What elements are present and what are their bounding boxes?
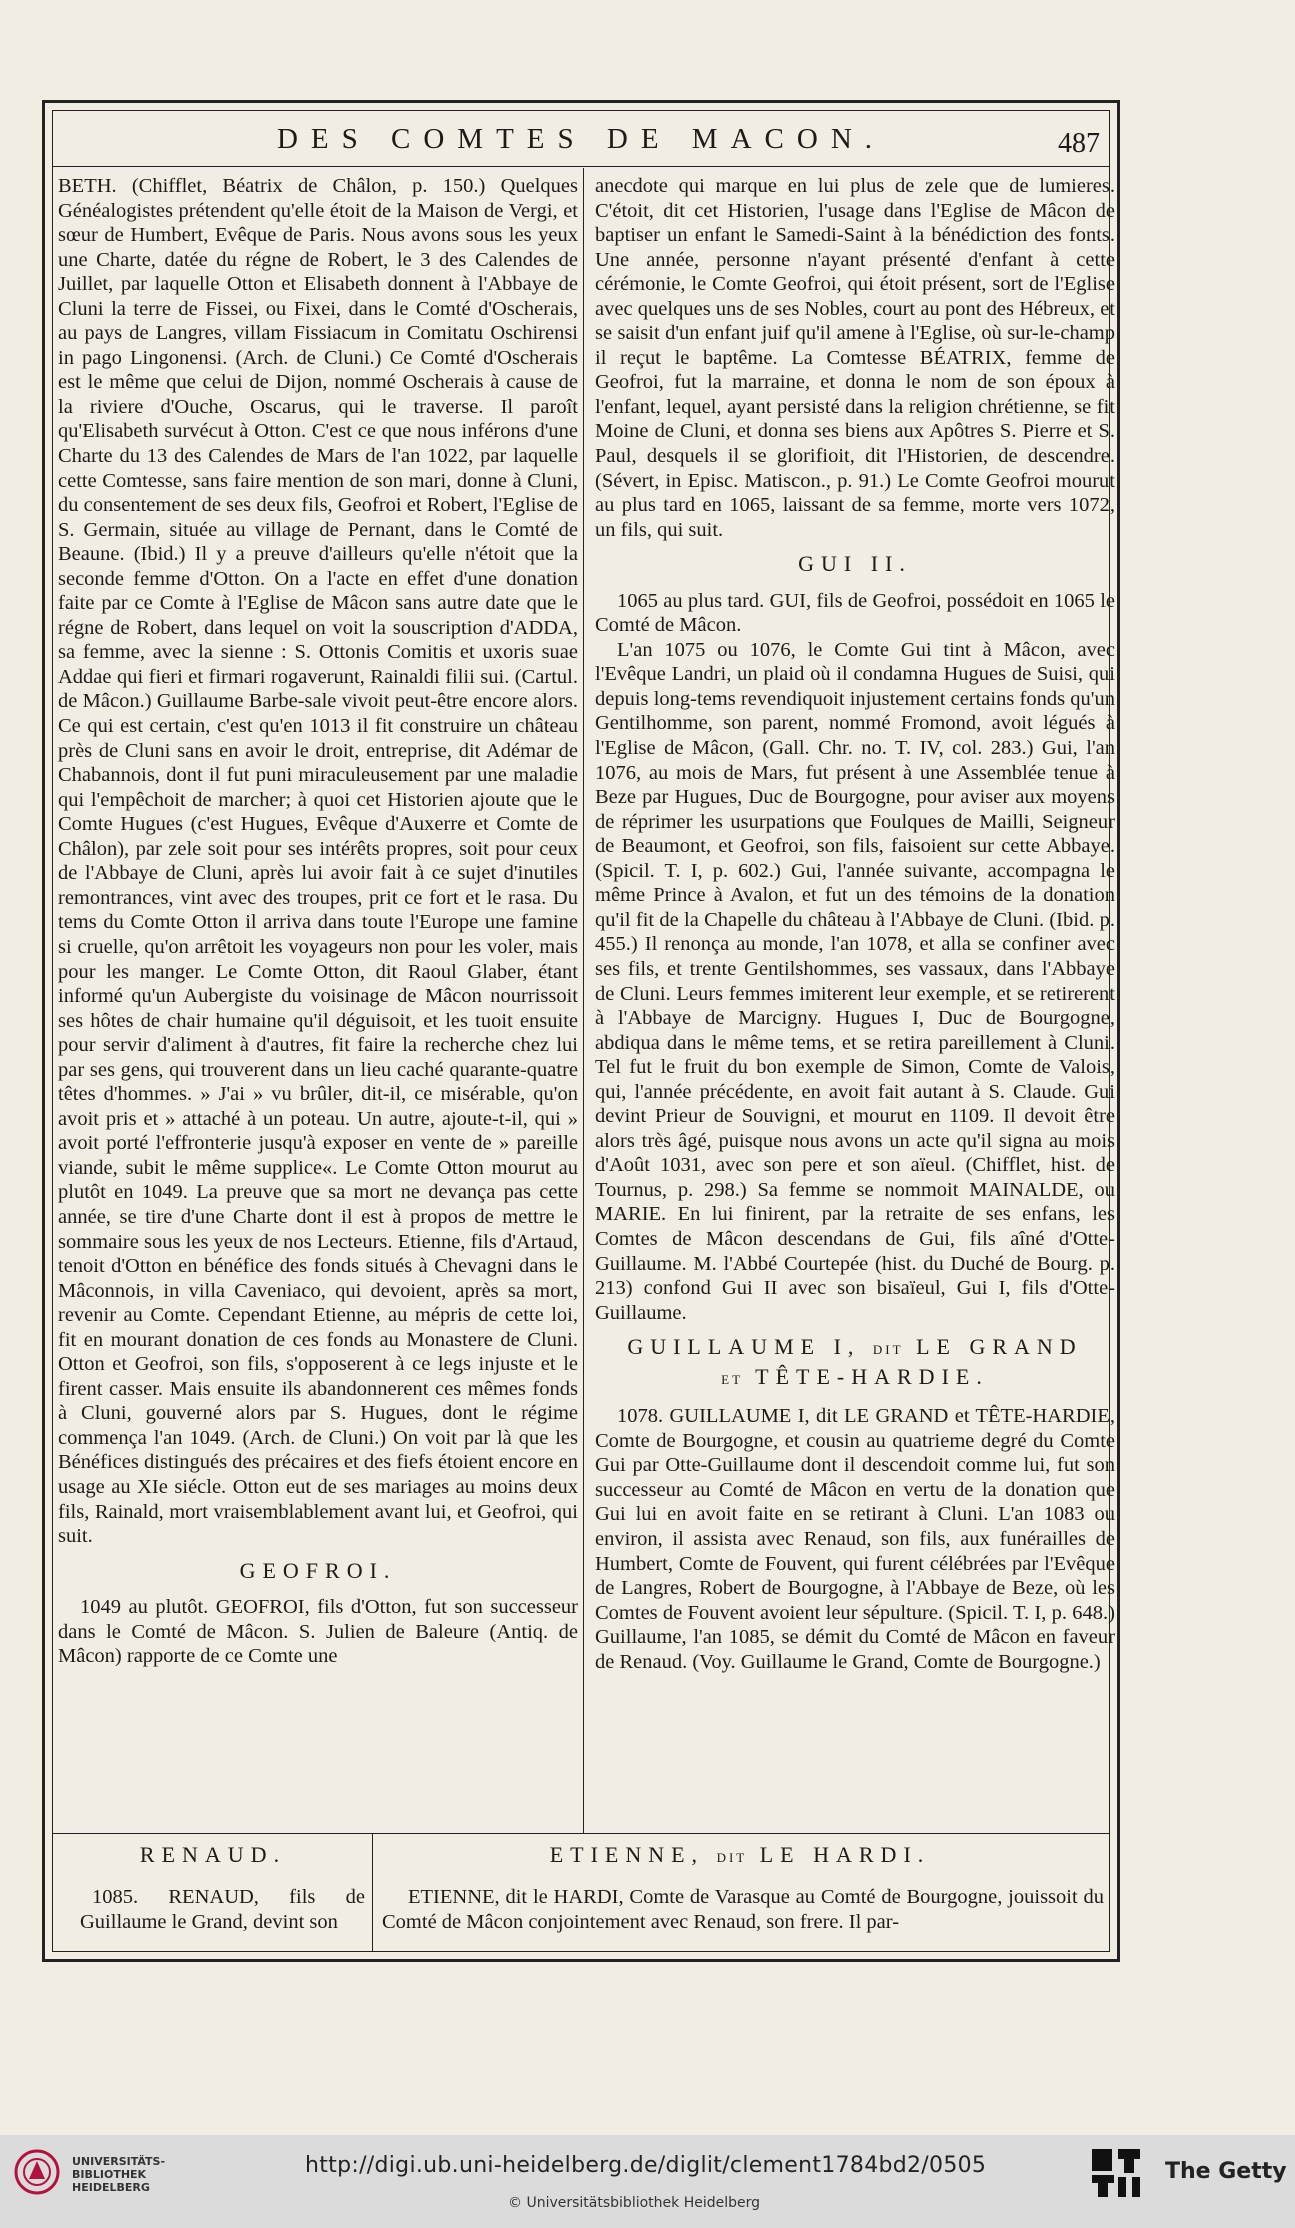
university-seal-icon	[14, 2149, 60, 2195]
library-line-1: UNIVERSITÄTS-	[72, 2155, 166, 2168]
viewer-footer	[0, 2135, 1295, 2228]
running-head: DES COMTES DE MACON.	[276, 123, 886, 155]
section-title-gui: GUI II.	[798, 551, 912, 577]
etienne-dit: DIT	[716, 1850, 748, 1865]
section-title-guillaume-line2	[595, 1365, 1115, 1393]
right-paragraph-3: L'an 1075 ou 1076, le Comte Gui tint à Mâcon, avec l'Evêque Landri, un plaid où il condamna Hugues de Suisi, qui depuis long-tems revendiquoit injustement certains fonds qu'un Gentilhomme, son parent, nommé Fromond, avoit légués à l'Eglise de Mâcon, (Gall. Chr. no. T. IV, col. 283.) Gui, l'an 1076, au mois de Mars, fut présent à une Assemblée tenue à Beze par Hugues, Duc de Bourgogne, pour aviser aux moyens de réprimer les usurpations que Foulques de Mailli, Seigneur de Beaumont, et Geofroi, son fils, faisoient sur cette Abbaye. (Spicil. T. I, p. 602.) Gui, l'année suivante, accompagna le même Prince à Avalon, et fut un des témoins de la donation qu'il fit de la Chapelle du château à l'Abbaye de Cluni. (Ibid. p. 455.) Il renonça au monde, l'an 1078, et alla se confiner avec ses fils, et trente Gentilshommes, ses vassaux, dans l'Abbaye de Cluni. Leurs femmes imiterent leur exemple, et se retirerent à l'Abbaye de Marcigny. Hugues I, Duc de Bourgogne, abdiqua dans le même tems, et se retira pareillement à Cluni. Tel fut le fruit du bon exemple de Simon, Comte de Valois, qui, l'année précédente, en avoit fait autant à S. Claude. Gui devint Prieur de Souvigni, et mourut en 1109. Il devoit être alors très âgé, puisque nous avons un acte qu'il signa au mois d'Août 1031, avec son pere et son aïeul. (Chifflet, hist. de Tournus, p. 298.) Sa femme se nommoit MAINALDE, ou MARIE. En lui finirent, par la retraite de ses enfans, les Comtes de Mâcon descendans de Gui, fils aîné d'Otte-Guillaume. M. l'Abbé Courtepée (hist. du Duché de Bourg. p. 213) confond Gui II avec son bisaïeul, Gui I, fils d'Otte-Guillaume.	[595, 638, 1115, 1324]
column-rule	[583, 168, 584, 1833]
section-title-guillaume	[595, 1335, 1115, 1363]
section-title-etienne	[380, 1842, 1100, 1868]
left-paragraph-2: 1049 au plutôt. GEOFROI, fils d'Otton, fut son successeur dans le Comté de Mâcon. S. Julien de Baleure (Antiq. de Mâcon) rapporte de ce Comte une	[58, 1596, 578, 1668]
copyright-notice: © Universitätsbibliothek Heidelberg	[508, 2195, 761, 2211]
guillaume-et: ET	[721, 1371, 744, 1387]
library-name	[72, 2155, 165, 2194]
renaud-paragraph: 1085. RENAUD, fils de Guillaume le Grand, devint son	[80, 1886, 365, 1933]
right-paragraph-4: 1078. GUILLAUME I, dit LE GRAND et TÊTE-HARDIE, Comte de Bourgogne, et cousin au quatrieme degré du Comte Gui par Otte-Guillaume dont il descendoit comme lui, fut son successeur au Comté de Mâcon en vertu de la donation que Gui lui en avoit faite en se retirant à Cluni. L'an 1083 ou environ, il assista avec Renaud, son fils, aux funérailles de Humbert, Comte de Fouvent, qui furent célébrées par l'Evêque de Langres, Robert de Bourgogne, à l'Abbaye de Beze, où les Comtes de Fouvent avoient leur sépulture. (Spicil. T. I, p. 648.) Guillaume, l'an 1085, se démit du Comté de Mâcon en faveur de Renaud. (Voy. Guillaume le Grand, Comte de Bourgogne.)	[595, 1405, 1115, 1673]
guillaume-title-c: TÊTE-HARDIE.	[755, 1363, 989, 1389]
getty-label: The Getty	[1165, 2159, 1287, 2184]
left-paragraph-1: BETH. (Chifflet, Béatrix de Châlon, p. 150.) Quelques Généalogistes prétendent qu'elle étoit de la Maison de Vergi, et sœur de Humbert, Evêque de Paris. Nous avons sous les yeux une Charte, datée du régne de Robert, le 3 des Calendes de Juillet, par laquelle Otton et Elisabeth donnent à l'Abbaye de Cluni la terre de Fissei, ou Fixei, dans le Comté d'Oscherais, au pays de Langres, villam Fissiacum in Comitatu Oschirensi in pago Lingonensi. (Arch. de Cluni.) Ce Comté d'Oscherais est le même que celui de Dijon, nommé Oscherais à cause de la riviere d'Ouche, Oscarus, qui le traverse. Il paroît qu'Elisabeth survécut à Otton. C'est ce que nous inférons d'une Charte du 13 des Calendes de Mars de l'an 1022, par laquelle cette Comtesse, sans faire mention de son mari, donne à Cluni, du consentement de ses deux fils, Geofroi et Robert, l'Eglise de S. Germain, située au village de Pernant, dans le Comté de Beaune. (Ibid.) Il y a preuve d'ailleurs qu'elle n'étoit que la seconde femme d'Otton. On a l'acte en effet d'une donation faite par ce Comte à l'Eglise de Mâcon sans autre date que le régne de Robert, dans lequel on voit la souscription d'ADDA, sa femme, avec la sienne : S. Ottonis Comitis et uxoris suae Addae qui fieri et firmari rogaverunt, Rainaldi filii sui. (Cartul. de Mâcon.) Guillaume Barbe-sale vivoit peut-être encore alors. Ce qui est certain, c'est qu'en 1013 il fit construire un château près de Cluni sans en avoir le droit, entreprise, dit Adémar de Chabannois, dont il fut puni miraculeusement par une maladie qui l'empêchoit de marcher; à quoi cet Historien ajoute que le Comte Hugues (c'est Hugues, Evêque d'Auxerre et Comte de Châlon), par zele soit pour ses intérêts propres, soit pour ceux de l'Abbaye de Cluni, après lui avoir fait à ce sujet d'inutiles remontrances, vint avec des troupes, prit ce fort et le rasa. Du tems du Comte Otton il arriva dans toute l'Europe une famine si cruelle, qu'on arrêtoit les voyageurs non pour les voler, mais pour les manger. Le Comte Otton, dit Raoul Glaber, étant informé qu'un Aubergiste du voisinage de Mâcon nourrissoit ses hôtes de chair humaine qu'il déguisoit, et les tuoit ensuite pour servir d'aliment à d'autres, fit faire la recherche chez lui par ses gens, qui trouverent dans un lieu caché quarante-quatre têtes d'hommes. » J'ai » vu brûler, dit-il, ce misérable, qu'on avoit pris et » attaché à un poteau. Un autre, ajoute-t-il, qui » avoit porté l'effronterie jusqu'à exposer en vente de » pareille viande, subit le même supplice«. Le Comte Otton mourut au plutôt en 1049. La preuve que sa mort ne devança pas cette année, se tire d'une Charte dont il est à propos de mettre le sommaire sous les yeux de nos Lecteurs. Etienne, fils d'Artaud, tenoit d'Otton en bénéfice des fonds situés à Chevagni dans le Mâconnois, in villa Caveniaco, qui devoient, après sa mort, revenir au Comte. Cependant Etienne, au mépris de cette loi, fit en mourant donation de ces fonds au Monastere de Cluni. Otton et Geofroi, son fils, s'opposerent à ce legs injuste et le firent casser. Mais ensuite ils abandonnerent ces mêmes fonds à Cluni, gouverné alors par S. Hugues, dont le régime commença l'an 1049. (Arch. de Cluni.) On voit par là que les Bénéfices distingués des précaires et des fiefs étoient encore en usage au XIe siécle. Otton eut de ses mariages au moins deux fils, Rainald, mort vraisemblablement avant lui, et Geofroi, qui suit.	[58, 175, 578, 1548]
right-paragraph-1: anecdote qui marque en lui plus de zele que de lumieres. C'étoit, dit cet Historien, l'usage dans l'Eglise de Mâcon de baptiser un enfant le Samedi-Saint à la bénédiction des fonts. Une année, personne n'ayant présenté d'enfant à cette cérémonie, le Comte Geofroi, qui étoit présent, sort de l'Eglise avec quelques uns de ses Nobles, court au pont des Hébreux, et se saisit d'un enfant juif qu'il amene à l'Eglise, où sur-le-champ il reçut le baptême. La Comtesse BÉATRIX, femme de Geofroi, fut la marraine, et donna le nom de son époux à l'enfant, lequel, ayant persisté dans la religion chrétienne, se fit Moine de Cluni, et donna ses biens aux Apôtres S. Pierre et S. Paul, desquels il se glorifioit, dit l'Historien, de descendre. (Sévert, in Episc. Matiscon., p. 91.) Le Comte Geofroi mourut au plus tard en 1065, laissant de sa femme, morte vers 1072, un fils, qui suit.	[595, 175, 1115, 541]
bottom-section-rule	[52, 1833, 1110, 1834]
section-title-geofroi: GEOFROI.	[239, 1557, 397, 1583]
right-column	[595, 174, 1115, 1829]
library-line-2: BIBLIOTHEK	[72, 2168, 147, 2181]
etienne-paragraph: ETIENNE, dit le HARDI, Comte de Varasque au Comté de Bourgogne, jouissoit du Comté de Mâcon conjointement avec Renaud, son frere. Il par-	[382, 1886, 1104, 1933]
etienne-title-b: LE HARDI.	[759, 1842, 931, 1867]
guillaume-dit: DIT	[872, 1342, 904, 1358]
header-rule	[52, 166, 1110, 167]
getty-logo-icon	[1090, 2147, 1142, 2199]
left-column	[58, 174, 578, 1829]
guillaume-title-b: LE GRAND	[916, 1334, 1083, 1360]
page-number: 487	[1058, 128, 1100, 159]
etienne-title-a: ETIENNE,	[549, 1842, 705, 1867]
right-paragraph-2: 1065 au plus tard. GUI, fils de Geofroi, possédoit en 1065 le Comté de Mâcon.	[595, 589, 1115, 637]
library-line-3: HEIDELBERG	[72, 2181, 150, 2194]
guillaume-title-a: GUILLAUME I,	[627, 1334, 861, 1360]
bottom-column-rule	[372, 1833, 373, 1952]
section-title-renaud: RENAUD.	[139, 1842, 287, 1867]
permalink-url[interactable]: http://digi.ub.uni-heidelberg.de/diglit/clement1784bd2/0505	[305, 2153, 987, 2178]
